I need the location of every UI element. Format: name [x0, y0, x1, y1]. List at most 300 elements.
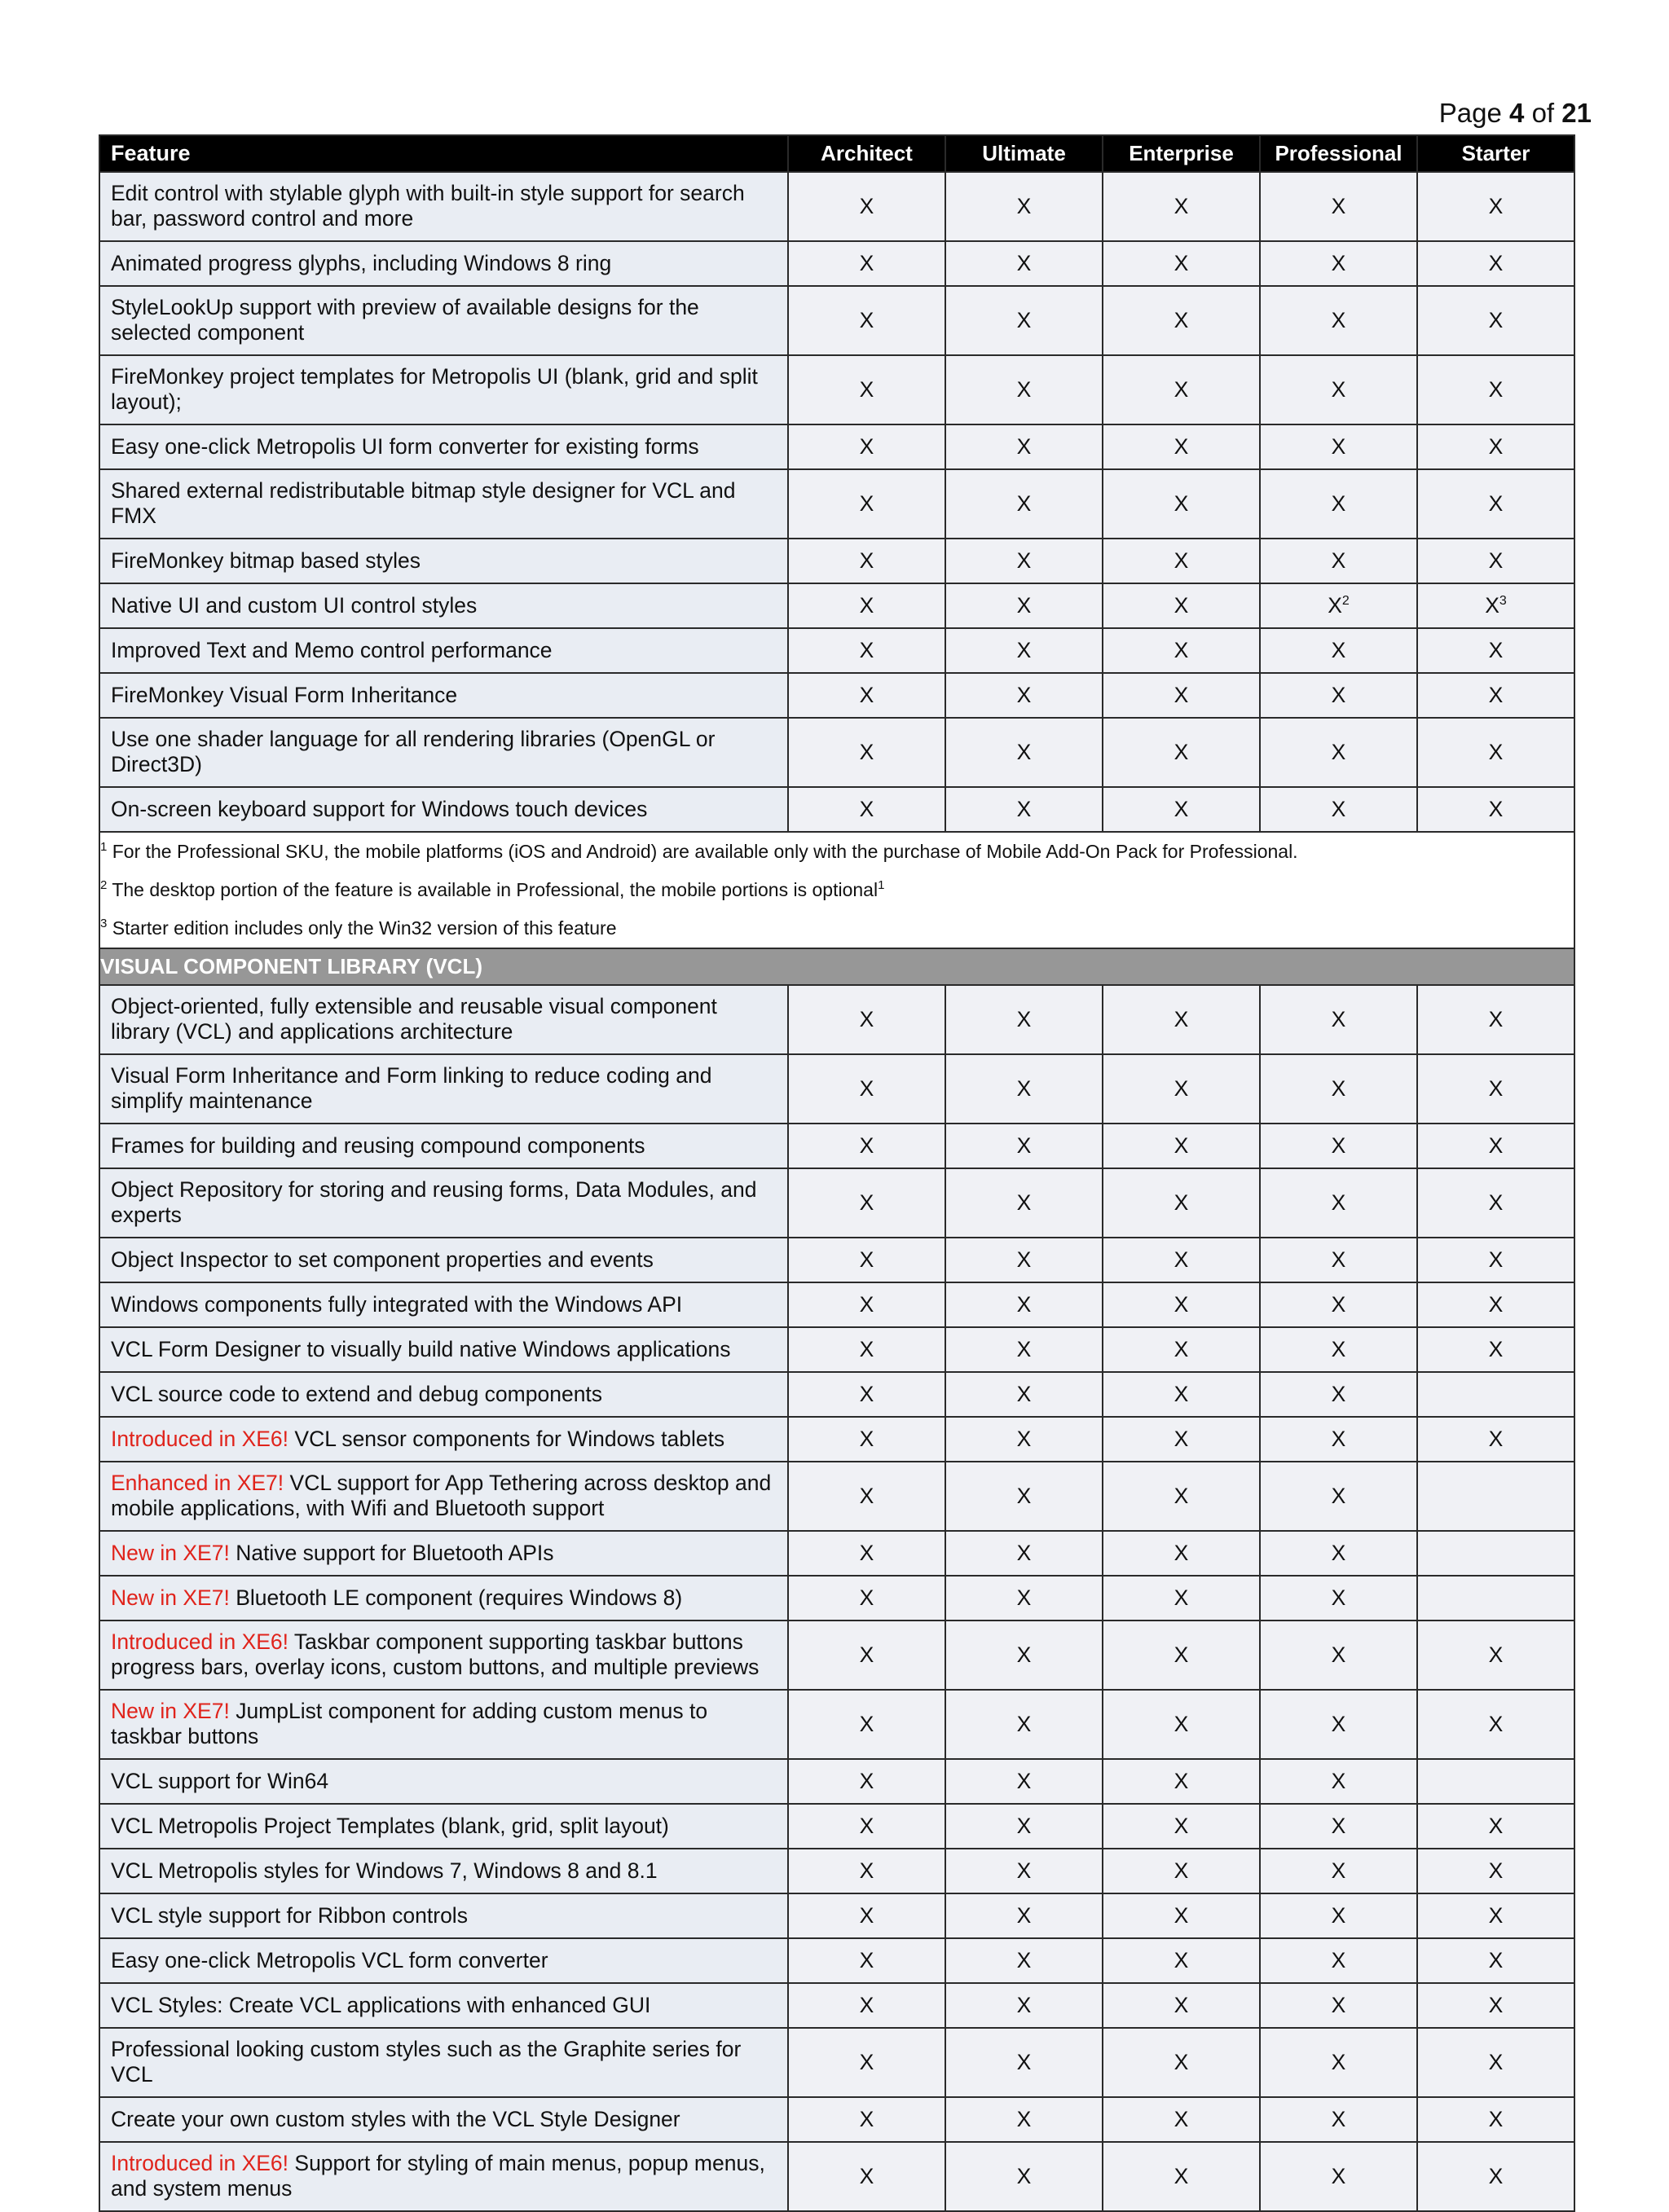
x-mark: X	[1331, 308, 1346, 332]
x-mark: X	[1016, 2107, 1032, 2131]
feature-text: Edit control with stylable glyph with built-in style support for search bar, password control and more	[111, 181, 745, 231]
table-row	[99, 1576, 1574, 1621]
x-mark: X	[859, 308, 874, 332]
edition-mark-cell	[1417, 1690, 1574, 1759]
x-mark: X	[1174, 2164, 1189, 2188]
x-mark: X	[859, 1858, 874, 1883]
feature-text: Native UI and custom UI control styles	[111, 592, 478, 618]
feature-cell	[99, 2097, 788, 2142]
table-row	[99, 1938, 1574, 1983]
x-mark: X	[859, 1948, 874, 1972]
x-mark: X	[1016, 1337, 1032, 1361]
x-mark: X	[1331, 638, 1346, 662]
edition-mark-cell	[945, 286, 1103, 355]
x-mark: X	[1174, 1903, 1189, 1928]
feature-text: On-screen keyboard support for Windows touch devices	[111, 796, 648, 821]
edition-mark-cell	[1103, 1372, 1260, 1417]
page-label: Page	[1438, 98, 1502, 128]
edition-mark-cell	[1260, 718, 1417, 787]
column-header-ultimate: Ultimate	[945, 135, 1103, 172]
edition-mark-cell	[1417, 172, 1574, 241]
edition-mark-cell	[1417, 583, 1574, 628]
edition-mark-cell	[1103, 1168, 1260, 1238]
column-header-feature: Feature	[99, 135, 788, 172]
x-mark: X	[1488, 2050, 1504, 2074]
x-mark: X	[1488, 2164, 1504, 2188]
x-mark: X	[1174, 491, 1189, 516]
page-of: of	[1531, 98, 1555, 128]
footnotes-row	[99, 832, 1574, 948]
edition-mark-cell	[945, 1576, 1103, 1621]
x-mark: X	[859, 194, 874, 218]
edition-mark-cell	[1260, 1983, 1417, 2028]
x-mark: X	[1016, 1643, 1032, 1667]
x-mark: X	[1174, 638, 1189, 662]
edition-mark-cell	[788, 583, 945, 628]
x-mark: X	[1174, 1814, 1189, 1838]
x-mark: X	[1331, 1903, 1346, 1928]
edition-mark-cell	[1103, 1462, 1260, 1531]
x-mark: X	[1488, 1427, 1504, 1451]
edition-mark-cell	[788, 539, 945, 583]
edition-mark-cell	[1417, 1238, 1574, 1282]
edition-mark-cell	[945, 1983, 1103, 2028]
page-current: 4	[1509, 98, 1525, 128]
table-row	[99, 1462, 1574, 1531]
edition-mark-cell	[1417, 1893, 1574, 1938]
edition-mark-cell	[945, 1054, 1103, 1124]
x-mark: X	[1488, 1858, 1504, 1883]
x-mark: X	[1488, 2107, 1504, 2131]
edition-mark-cell	[788, 1327, 945, 1372]
edition-mark-cell	[1103, 583, 1260, 628]
edition-mark-cell	[788, 1372, 945, 1417]
x-mark: X	[1016, 1292, 1032, 1317]
feature-cell	[99, 1849, 788, 1893]
edition-mark-cell	[1103, 718, 1260, 787]
edition-mark-cell	[945, 539, 1103, 583]
x-mark: X	[1016, 1814, 1032, 1838]
edition-mark-cell	[1260, 1168, 1417, 1238]
footnote	[100, 833, 1574, 871]
x-mark: X	[1331, 1858, 1346, 1883]
table-row	[99, 1690, 1574, 1759]
feature-text: VCL Metropolis Project Templates (blank, grid, split layout)	[111, 1813, 669, 1838]
edition-mark-cell	[1260, 2142, 1417, 2211]
feature-text: Taskbar component supporting taskbar buttons progress bars, overlay icons, custom buttons, and multiple previews	[111, 1629, 760, 1679]
edition-mark-cell	[945, 1124, 1103, 1168]
edition-mark-cell	[1103, 241, 1260, 286]
release-tag: New in XE7!	[111, 1585, 230, 1610]
footnotes	[99, 832, 1574, 948]
edition-mark-cell	[788, 1804, 945, 1849]
edition-mark-cell	[1260, 1462, 1417, 1531]
feature-text: VCL support for App Tethering across desktop and mobile applications, with Wifi and Bluetooth support	[111, 1471, 772, 1520]
x-mark: X	[859, 1484, 874, 1508]
x-mark: X	[859, 1427, 874, 1451]
table-row	[99, 424, 1574, 469]
edition-mark-cell	[1417, 1576, 1574, 1621]
edition-mark-cell	[1103, 2142, 1260, 2211]
edition-mark-cell	[1103, 1282, 1260, 1327]
x-mark: X	[1174, 1337, 1189, 1361]
x-mark: X	[859, 1337, 874, 1361]
edition-mark-cell	[1103, 628, 1260, 673]
edition-mark-cell	[1417, 2028, 1574, 2097]
table-row	[99, 1327, 1574, 1372]
release-tag: Enhanced in XE7!	[111, 1471, 284, 1495]
x-mark: X	[1016, 1190, 1032, 1215]
x-mark: X	[1331, 1712, 1346, 1736]
table-row	[99, 1282, 1574, 1327]
edition-mark-cell	[788, 1621, 945, 1690]
table-row	[99, 1849, 1574, 1893]
table-row	[99, 1531, 1574, 1576]
x-mark: X	[859, 1643, 874, 1667]
x-mark: X	[1331, 1292, 1346, 1317]
feature-cell	[99, 583, 788, 628]
feature-cell	[99, 718, 788, 787]
x-mark: X	[1488, 1076, 1504, 1101]
x-mark: X	[859, 548, 874, 573]
table-row	[99, 286, 1574, 355]
feature-cell	[99, 355, 788, 424]
edition-mark-cell	[1260, 424, 1417, 469]
x-mark: X	[1174, 1643, 1189, 1667]
x-mark: X	[859, 740, 874, 764]
edition-mark-cell	[788, 241, 945, 286]
x-mark: X	[1016, 638, 1032, 662]
feature-text: VCL support for Win64	[111, 1768, 329, 1793]
edition-mark-cell	[788, 1938, 945, 1983]
x-mark: X	[1328, 593, 1342, 618]
x-mark: X	[1331, 1948, 1346, 1972]
x-mark: X	[1016, 2050, 1032, 2074]
x-mark: X	[859, 1903, 874, 1928]
x-mark: X	[1488, 1247, 1504, 1272]
edition-mark-cell	[1417, 469, 1574, 539]
edition-mark-cell	[1260, 787, 1417, 832]
edition-mark-cell	[788, 1576, 945, 1621]
x-mark: X	[1016, 434, 1032, 459]
edition-mark-cell	[788, 2142, 945, 2211]
table-row	[99, 1621, 1574, 1690]
edition-mark-cell	[1417, 1938, 1574, 1983]
edition-mark-cell	[1260, 469, 1417, 539]
edition-mark-cell	[1260, 583, 1417, 628]
x-mark: X	[1488, 638, 1504, 662]
edition-mark-cell	[1260, 1576, 1417, 1621]
x-mark: X	[1488, 740, 1504, 764]
x-mark: X	[1488, 1007, 1504, 1031]
x-mark: X	[1016, 1858, 1032, 1883]
table-row	[99, 1804, 1574, 1849]
x-mark: X	[1331, 548, 1346, 573]
edition-mark-cell	[1417, 1054, 1574, 1124]
edition-mark-cell	[945, 718, 1103, 787]
feature-text: Support for styling of main menus, popup menus, and system menus	[111, 2151, 765, 2201]
x-mark: X	[1488, 1903, 1504, 1928]
feature-cell	[99, 539, 788, 583]
edition-mark-cell	[945, 985, 1103, 1054]
edition-mark-cell	[945, 2028, 1103, 2097]
edition-mark-cell	[1103, 1690, 1260, 1759]
edition-mark-cell	[1260, 1531, 1417, 1576]
feature-text: VCL Form Designer to visually build native Windows applications	[111, 1336, 731, 1361]
table-row	[99, 628, 1574, 673]
x-mark: X	[859, 1247, 874, 1272]
edition-mark-cell	[1417, 1849, 1574, 1893]
edition-mark-cell	[1417, 1327, 1574, 1372]
x-mark: X	[1174, 1292, 1189, 1317]
feature-text: Visual Form Inheritance and Form linking to reduce coding and simplify maintenance	[111, 1063, 712, 1113]
edition-mark-cell	[788, 1054, 945, 1124]
edition-mark-cell	[945, 1531, 1103, 1576]
release-tag: Introduced in XE6!	[111, 1426, 289, 1451]
x-mark: X	[1331, 1133, 1346, 1158]
x-mark: X	[859, 797, 874, 821]
edition-mark-cell	[945, 1893, 1103, 1938]
footnote	[100, 909, 1574, 948]
edition-mark-cell	[945, 1759, 1103, 1804]
edition-mark-cell	[1417, 1372, 1574, 1417]
edition-mark-cell	[945, 469, 1103, 539]
table-row	[99, 1983, 1574, 2028]
feature-text: Native support for Bluetooth APIs	[229, 1540, 554, 1565]
x-mark: X	[1174, 1382, 1189, 1406]
edition-mark-cell	[945, 172, 1103, 241]
table-row	[99, 355, 1574, 424]
feature-text: JumpList component for adding custom menus to taskbar buttons	[111, 1699, 708, 1748]
feature-text: Use one shader language for all rendering libraries (OpenGL or Direct3D)	[111, 727, 716, 776]
feature-cell	[99, 1576, 788, 1621]
table-row	[99, 1372, 1574, 1417]
edition-mark-cell	[788, 718, 945, 787]
x-mark: X	[1488, 548, 1504, 573]
x-mark: X	[1331, 491, 1346, 516]
edition-mark-cell	[1417, 1462, 1574, 1531]
x-mark: X	[1331, 740, 1346, 764]
edition-mark-cell	[1417, 424, 1574, 469]
x-mark: X	[1016, 194, 1032, 218]
x-mark: X	[1016, 740, 1032, 764]
section-title: VISUAL COMPONENT LIBRARY (VCL)	[99, 948, 1574, 985]
feature-cell	[99, 1938, 788, 1983]
edition-mark-cell	[945, 355, 1103, 424]
edition-mark-cell	[945, 628, 1103, 673]
table-row	[99, 1238, 1574, 1282]
edition-mark-cell	[945, 241, 1103, 286]
edition-mark-cell	[1260, 1372, 1417, 1417]
feature-text: VCL style support for Ribbon controls	[111, 1902, 468, 1928]
edition-mark-cell	[788, 1983, 945, 2028]
feature-cell	[99, 286, 788, 355]
x-mark: X	[1174, 1427, 1189, 1451]
page-number	[1439, 98, 1592, 129]
feature-cell	[99, 241, 788, 286]
x-mark: X	[1331, 1382, 1346, 1406]
edition-mark-cell	[788, 424, 945, 469]
edition-mark-cell	[1260, 172, 1417, 241]
x-mark: X	[1331, 1769, 1346, 1793]
x-mark: X	[859, 593, 874, 618]
x-mark: X	[1331, 1247, 1346, 1272]
edition-mark-cell	[945, 1462, 1103, 1531]
feature-text: VCL Metropolis styles for Windows 7, Windows 8 and 8.1	[111, 1858, 658, 1883]
feature-cell	[99, 1124, 788, 1168]
feature-cell	[99, 1372, 788, 1417]
edition-mark-cell	[1260, 1054, 1417, 1124]
footnote-text: Starter edition includes only the Win32 version of this feature	[112, 917, 617, 939]
table-row	[99, 1417, 1574, 1462]
x-mark: X	[859, 1541, 874, 1565]
footnote-ref: 2	[1341, 594, 1350, 608]
edition-mark-cell	[1103, 673, 1260, 718]
x-mark: X	[1488, 797, 1504, 821]
feature-text: Professional looking custom styles such as the Graphite series for VCL	[111, 2037, 742, 2087]
x-mark: X	[859, 1292, 874, 1317]
x-mark: X	[859, 434, 874, 459]
edition-mark-cell	[1417, 1531, 1574, 1576]
edition-mark-cell	[1417, 985, 1574, 1054]
x-mark: X	[1016, 1769, 1032, 1793]
footnote-number: 1	[100, 840, 108, 854]
feature-cell	[99, 172, 788, 241]
edition-mark-cell	[1417, 2097, 1574, 2142]
table-row	[99, 787, 1574, 832]
x-mark: X	[1174, 1076, 1189, 1101]
feature-cell	[99, 673, 788, 718]
x-mark: X	[1016, 491, 1032, 516]
table-row	[99, 2142, 1574, 2211]
edition-mark-cell	[945, 2097, 1103, 2142]
feature-matrix-table	[99, 134, 1575, 2212]
table-row	[99, 1054, 1574, 1124]
feature-cell	[99, 1238, 788, 1282]
x-mark: X	[1488, 1133, 1504, 1158]
table-row	[99, 1168, 1574, 1238]
x-mark: X	[1488, 251, 1504, 275]
edition-mark-cell	[1103, 172, 1260, 241]
feature-cell	[99, 1054, 788, 1124]
x-mark: X	[1488, 1993, 1504, 2017]
x-mark: X	[1331, 1643, 1346, 1667]
edition-mark-cell	[1417, 628, 1574, 673]
edition-mark-cell	[788, 1238, 945, 1282]
vcl-section	[99, 948, 1574, 985]
edition-mark-cell	[788, 787, 945, 832]
edition-mark-cell	[1417, 241, 1574, 286]
edition-mark-cell	[1103, 1849, 1260, 1893]
footnote-number: 3	[100, 917, 108, 930]
feature-cell	[99, 1804, 788, 1849]
table-row	[99, 2028, 1574, 2097]
table-row	[99, 172, 1574, 241]
feature-cell	[99, 1531, 788, 1576]
x-mark: X	[1174, 434, 1189, 459]
x-mark: X	[1016, 251, 1032, 275]
edition-mark-cell	[1103, 355, 1260, 424]
feature-text: Improved Text and Memo control performance	[111, 637, 553, 662]
edition-mark-cell	[1417, 2142, 1574, 2211]
edition-mark-cell	[945, 1938, 1103, 1983]
x-mark: X	[1174, 1484, 1189, 1508]
edition-mark-cell	[945, 583, 1103, 628]
edition-mark-cell	[788, 1849, 945, 1893]
edition-mark-cell	[945, 1621, 1103, 1690]
feature-text: FireMonkey bitmap based styles	[111, 548, 421, 573]
edition-mark-cell	[1103, 2097, 1260, 2142]
edition-mark-cell	[1260, 1621, 1417, 1690]
x-mark: X	[1174, 1007, 1189, 1031]
x-mark: X	[1016, 797, 1032, 821]
feature-cell	[99, 1168, 788, 1238]
feature-rows-top	[99, 172, 1574, 832]
feature-text: Bluetooth LE component (requires Windows 8)	[229, 1585, 683, 1610]
x-mark: X	[1488, 1292, 1504, 1317]
x-mark: X	[1174, 740, 1189, 764]
feature-text: Frames for building and reusing compound components	[111, 1132, 645, 1158]
edition-mark-cell	[788, 1759, 945, 1804]
x-mark: X	[1488, 1643, 1504, 1667]
section-header-row	[99, 948, 1574, 985]
edition-mark-cell	[1103, 1531, 1260, 1576]
edition-mark-cell	[788, 286, 945, 355]
table-header-row	[99, 135, 1574, 172]
x-mark: X	[1174, 1247, 1189, 1272]
edition-mark-cell	[788, 985, 945, 1054]
feature-text: FireMonkey Visual Form Inheritance	[111, 682, 458, 707]
x-mark: X	[859, 638, 874, 662]
table-row	[99, 1893, 1574, 1938]
column-header-architect: Architect	[788, 135, 945, 172]
x-mark: X	[1016, 1948, 1032, 1972]
x-mark: X	[1174, 1541, 1189, 1565]
x-mark: X	[1016, 1712, 1032, 1736]
x-mark: X	[1331, 2164, 1346, 2188]
x-mark: X	[859, 491, 874, 516]
table-row	[99, 241, 1574, 286]
edition-mark-cell	[1103, 1054, 1260, 1124]
x-mark: X	[1016, 1903, 1032, 1928]
x-mark: X	[859, 2050, 874, 2074]
feature-cell	[99, 469, 788, 539]
edition-mark-cell	[1103, 1983, 1260, 2028]
edition-mark-cell	[945, 1238, 1103, 1282]
edition-mark-cell	[1103, 2028, 1260, 2097]
x-mark: X	[1016, 377, 1032, 402]
x-mark: X	[859, 1076, 874, 1101]
x-mark: X	[1174, 1948, 1189, 1972]
edition-mark-cell	[1260, 1327, 1417, 1372]
column-header-enterprise: Enterprise	[1103, 135, 1260, 172]
table-row	[99, 673, 1574, 718]
table-row	[99, 2097, 1574, 2142]
edition-mark-cell	[1103, 1938, 1260, 1983]
feature-cell	[99, 1462, 788, 1531]
edition-mark-cell	[1103, 1576, 1260, 1621]
footnote	[100, 871, 1574, 909]
edition-mark-cell	[1260, 1893, 1417, 1938]
feature-text: Windows components fully integrated with the Windows API	[111, 1291, 683, 1317]
edition-mark-cell	[1417, 1804, 1574, 1849]
x-mark: X	[1488, 1948, 1504, 1972]
feature-text: Easy one-click Metropolis VCL form converter	[111, 1947, 548, 1972]
edition-mark-cell	[788, 1417, 945, 1462]
x-mark: X	[1016, 1541, 1032, 1565]
x-mark: X	[1016, 1585, 1032, 1610]
edition-mark-cell	[1103, 985, 1260, 1054]
